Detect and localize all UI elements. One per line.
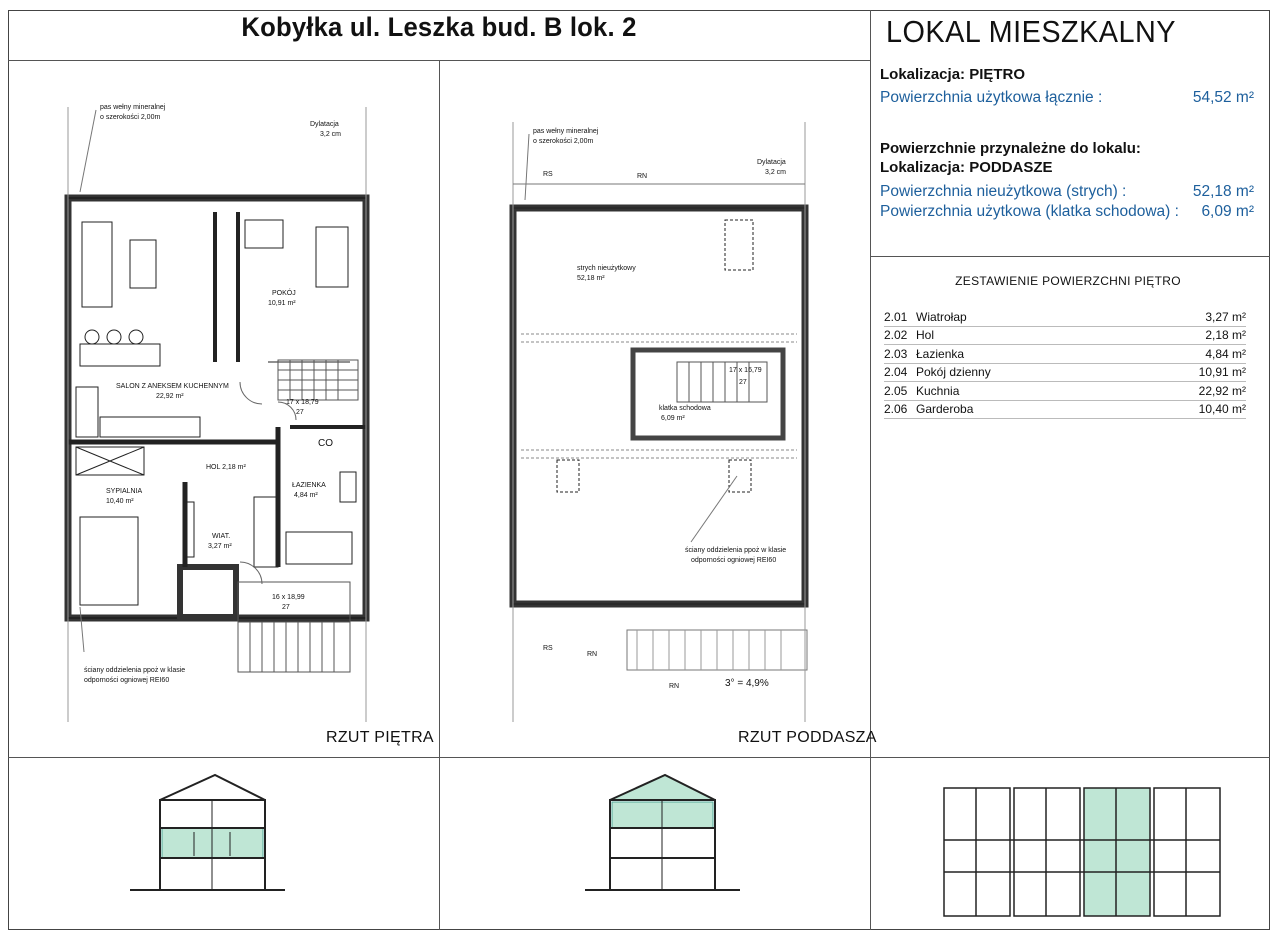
floor-plan-label: RZUT PIĘTRA bbox=[326, 729, 434, 746]
summary-num: 2.05 bbox=[884, 383, 908, 398]
fp-pokoj-area: 10,91 m² bbox=[268, 300, 296, 307]
ap-rn-bottom: RN bbox=[587, 651, 598, 658]
summary-name: Łazienka bbox=[916, 346, 965, 361]
location-attic: Lokalizacja: PODDASZE bbox=[880, 159, 1053, 176]
fp-lazienka: ŁAZIENKA bbox=[292, 482, 326, 489]
fp-hol: HOL 2,18 m² bbox=[206, 464, 246, 471]
divider-plans bbox=[8, 757, 1270, 758]
attic-area-value: 52,18 m² bbox=[1192, 183, 1254, 200]
fp-sypialnia: SYPIALNIA bbox=[106, 488, 143, 495]
location-floor: Lokalizacja: PIĘTRO bbox=[880, 66, 1026, 83]
attic-area-label: Powierzchnia nieużytkowa (strych) : bbox=[880, 183, 1127, 200]
fp-lazienka-area: 4,84 m² bbox=[294, 492, 318, 499]
ap-rn-lower: RN bbox=[669, 683, 680, 690]
section-drawing-attic bbox=[580, 770, 750, 910]
fp-walls2: odporności ogniowej REI60 bbox=[84, 677, 170, 684]
floor-plan-drawing bbox=[10, 62, 438, 756]
stair-area-label: Powierzchnia użytkowa (klatka schodowa) : bbox=[880, 203, 1179, 220]
ap-stairs: 17 x 16,79 bbox=[729, 367, 762, 374]
summary-row bbox=[884, 326, 1246, 345]
stair-area-value: 6,09 m² bbox=[1201, 203, 1254, 220]
fp-wiat: WIAT. bbox=[212, 533, 231, 540]
ap-klatka: klatka schodowa bbox=[659, 405, 711, 412]
summary-row bbox=[884, 308, 1246, 327]
summary-row bbox=[884, 400, 1246, 419]
summary-name: Hol bbox=[916, 328, 935, 343]
summary-num: 2.03 bbox=[884, 346, 908, 361]
total-area-label: Powierzchnia użytkowa łącznie : bbox=[880, 89, 1103, 106]
divider-mid bbox=[439, 60, 440, 930]
fp-pokoj: POKÓJ bbox=[272, 290, 296, 297]
ap-wool-note2: o szerokości 2,00m bbox=[533, 138, 594, 145]
summary-num: 2.02 bbox=[884, 328, 908, 343]
summary-area: 10,40 m² bbox=[1198, 402, 1246, 416]
ap-rn-top: RN bbox=[637, 173, 648, 180]
summary-area: 22,92 m² bbox=[1198, 383, 1246, 398]
summary-row bbox=[884, 345, 1246, 364]
ap-rs-top: RS bbox=[543, 171, 553, 178]
info-title: LOKAL MIESZKALNY bbox=[886, 14, 1176, 49]
attic-plan-drawing bbox=[441, 62, 869, 756]
associated-label: Powierzchnie przynależne do lokalu: bbox=[880, 140, 1141, 157]
ap-dyl2: 3,2 cm bbox=[765, 169, 787, 176]
fp-stairs2b: 27 bbox=[282, 604, 290, 611]
fp-walls: ściany oddzielenia ppoż w klasie bbox=[84, 667, 186, 674]
fp-stairs2: 16 x 18,99 bbox=[272, 594, 305, 601]
summary-num: 2.01 bbox=[884, 310, 908, 324]
fp-sypialnia-area: 10,40 m² bbox=[106, 498, 134, 505]
summary-area: 2,18 m² bbox=[1205, 328, 1246, 343]
divider-info bbox=[870, 256, 1270, 257]
divider-right bbox=[870, 10, 871, 930]
fp-stairs1b: 27 bbox=[296, 409, 304, 416]
fp-dyl: Dylatacja bbox=[310, 121, 339, 128]
summary-name: Wiatrołap bbox=[916, 310, 967, 324]
summary-name: Pokój dzienny bbox=[916, 365, 991, 380]
summary-row bbox=[884, 382, 1246, 401]
fp-wiat-area: 3,27 m² bbox=[208, 543, 232, 550]
attic-plan-label: RZUT PODDASZA bbox=[738, 729, 877, 746]
ap-wool-note: pas wełny mineralnej bbox=[533, 128, 599, 135]
ap-stairsb: 27 bbox=[739, 379, 747, 386]
fp-stairs1: 17 x 18,79 bbox=[286, 399, 319, 406]
summary-title: ZESTAWIENIE POWIERZCHNI PIĘTRO bbox=[955, 274, 1181, 288]
fp-dyl2: 3,2 cm bbox=[320, 131, 342, 138]
summary-name: Kuchnia bbox=[916, 383, 960, 398]
ap-strych-area: 52,18 m² bbox=[577, 275, 605, 282]
ap-walls2: odporności ogniowej REI60 bbox=[691, 557, 777, 564]
divider-title bbox=[8, 60, 870, 61]
fp-wool-note2: o szerokości 2,00m bbox=[100, 114, 161, 121]
fp-co: CO bbox=[318, 438, 333, 449]
ap-walls: ściany oddzielenia ppoż w klasie bbox=[685, 547, 787, 554]
ap-rs-bottom: RS bbox=[543, 645, 553, 652]
ap-slope: 3° = 4,9% bbox=[725, 678, 769, 689]
total-area-value: 54,52 m² bbox=[1192, 89, 1254, 106]
page-title: Kobyłka ul. Leszka bud. B lok. 2 bbox=[241, 12, 637, 42]
ap-dyl: Dylatacja bbox=[757, 159, 786, 166]
summary-area: 4,84 m² bbox=[1205, 346, 1246, 361]
section-drawing-floor bbox=[120, 770, 290, 910]
ap-strych: strych nieużytkowy bbox=[577, 265, 636, 272]
summary-name: Garderoba bbox=[916, 402, 974, 416]
summary-num: 2.04 bbox=[884, 365, 908, 380]
summary-area: 3,27 m² bbox=[1205, 310, 1246, 324]
fp-salon: SALON Z ANEKSEM KUCHENNYM bbox=[116, 383, 229, 390]
summary-row bbox=[884, 363, 1246, 382]
summary-num: 2.06 bbox=[884, 402, 908, 416]
summary-area: 10,91 m² bbox=[1198, 365, 1246, 380]
ap-klatka-area: 6,09 m² bbox=[661, 415, 685, 422]
fp-wool-note: pas wełny mineralnej bbox=[100, 104, 166, 111]
building-key-plan bbox=[940, 776, 1226, 922]
fp-salon-area: 22,92 m² bbox=[156, 393, 184, 400]
